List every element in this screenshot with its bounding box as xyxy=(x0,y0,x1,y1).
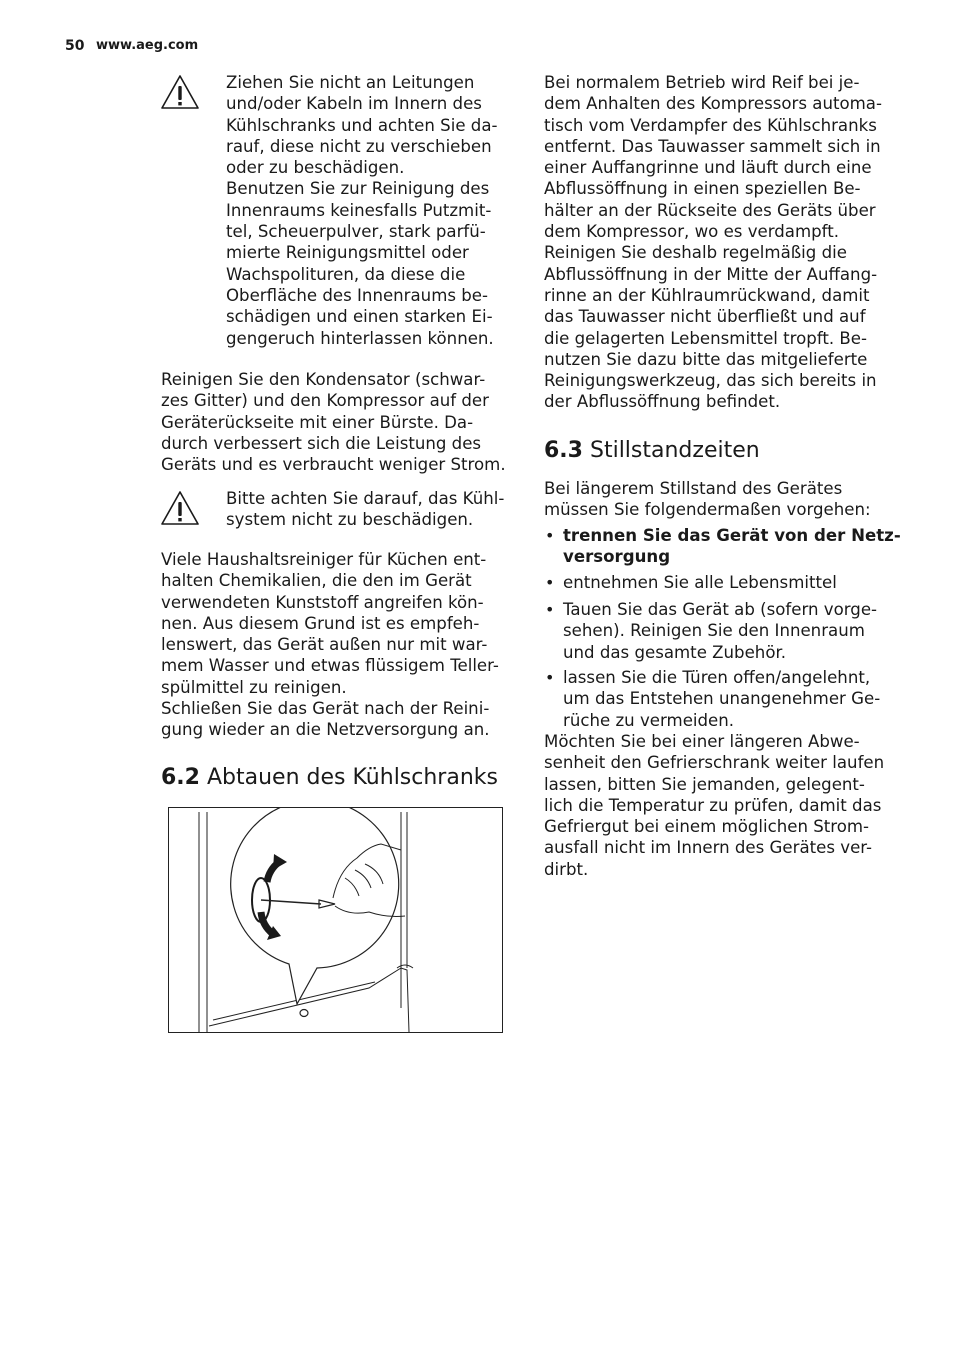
text-line: hälter an der Rückseite des Geräts über xyxy=(544,200,876,220)
text-line: und/oder Kabeln im Innern des xyxy=(226,94,482,114)
text-line: schädigen und einen starken Ei- xyxy=(226,307,493,327)
text-line: Abflussöffnung in der Mitte der Auffang- xyxy=(544,264,878,284)
text-line: dem Anhalten des Kompressors automa- xyxy=(544,94,882,114)
paragraph-condenser xyxy=(161,369,506,475)
bullet-icon: • xyxy=(545,668,555,687)
text-line: Reinigungswerkzeug, das sich bereits in xyxy=(544,371,877,391)
text-line: entnehmen Sie alle Lebensmittel xyxy=(563,573,837,592)
text-line: gengeruch hinterlassen können. xyxy=(226,328,494,348)
text-line: Oberfläche des Innenraums be- xyxy=(226,285,489,305)
text-line: Bei normalem Betrieb wird Reif bei je- xyxy=(544,73,860,92)
text-line: rinne an der Kühlraumrückwand, damit xyxy=(544,285,870,305)
text-line: rauf, diese nicht zu verschieben xyxy=(226,136,492,156)
warning-icon xyxy=(160,74,200,110)
text-line: mierte Reinigungsmittel oder xyxy=(226,243,469,263)
text-line: Tauen Sie das Gerät ab (sofern vorge- xyxy=(563,600,878,619)
text-line: Wachspolituren, da diese die xyxy=(226,264,466,284)
text-line: Geräts und es verbraucht weniger Strom. xyxy=(161,455,506,475)
text-line: gung wieder an die Netzversorgung an. xyxy=(161,720,490,740)
warning-text-cables xyxy=(226,72,498,349)
text-line: lassen, bitten Sie jemanden, gelegent- xyxy=(544,774,865,794)
text-line: versorgung xyxy=(563,547,671,567)
bullet-icon: • xyxy=(545,526,555,545)
list-item xyxy=(563,525,901,568)
text-line: trennen Sie das Gerät von der Netz- xyxy=(563,526,901,545)
text-line: Reinigen Sie deshalb regelmäßig die xyxy=(544,243,847,263)
text-line: müssen Sie folgendermaßen vorgehen: xyxy=(544,500,871,520)
text-line: die gelagerten Lebensmittel tropft. Be- xyxy=(544,328,868,348)
list-item xyxy=(563,667,880,731)
header-url: www.aeg.com xyxy=(96,38,199,53)
text-line: dirbt. xyxy=(544,859,589,879)
text-line: oder zu beschädigen. xyxy=(226,158,405,178)
text-line: Abflussöffnung in einen speziellen Be- xyxy=(544,179,861,199)
section-heading-standstill xyxy=(544,437,760,465)
text-line: spülmittel zu reinigen. xyxy=(161,677,347,697)
defrost-illustration xyxy=(168,807,503,1033)
text-line: dem Kompressor, wo es verdampft. xyxy=(544,222,839,242)
text-line: durch verbessert sich die Leistung des xyxy=(161,433,482,453)
text-line: mem Wasser und etwas flüssigem Teller- xyxy=(161,656,499,676)
text-line: Möchten Sie bei einer längeren Abwe- xyxy=(544,732,860,751)
paragraph-cleaners xyxy=(161,549,499,741)
text-line: nutzen Sie dazu bitte das mitgelieferte xyxy=(544,349,868,369)
text-line: Gefriergut bei einem möglichen Strom- xyxy=(544,817,870,837)
warning-text-cooling-system xyxy=(226,488,504,531)
text-line: system nicht zu beschädigen. xyxy=(226,510,474,530)
text-line: um das Entstehen unangenehmer Ge- xyxy=(563,689,881,709)
defrost-drawing xyxy=(169,808,502,1032)
bullet-icon: • xyxy=(545,600,555,619)
text-line: entfernt. Das Tauwasser sammelt sich in xyxy=(544,136,881,156)
text-line: tisch vom Verdampfer des Kühlschranks xyxy=(544,115,877,135)
text-line: und das gesamte Zubehör. xyxy=(563,642,787,662)
section-title: Stillstandzeiten xyxy=(589,438,760,463)
text-line: Bei längerem Stillstand des Gerätes xyxy=(544,479,843,498)
text-line: verwendeten Kunststoff angreifen kön- xyxy=(161,592,484,612)
text-line: Bitte achten Sie darauf, das Kühl- xyxy=(226,489,505,508)
page-number: 50 xyxy=(65,38,85,54)
text-line: das Tauwasser nicht überfließt und auf xyxy=(544,307,866,327)
text-line: Innenraums keinesfalls Putzmit- xyxy=(226,200,492,220)
text-line: Kühlschranks und achten Sie da- xyxy=(226,115,498,135)
text-line: ausfall nicht im Innern des Gerätes ver- xyxy=(544,838,873,858)
section-number: 6.3 xyxy=(544,438,583,463)
text-line: lich die Temperatur zu prüfen, damit das xyxy=(544,795,882,815)
text-line: rüche zu vermeiden. xyxy=(563,710,735,730)
text-line: lenswert, das Gerät außen nur mit war- xyxy=(161,635,488,655)
bullet-icon: • xyxy=(545,573,555,592)
text-line: Viele Haushaltsreiniger für Küchen ent- xyxy=(161,550,487,569)
paragraph-normal-operation xyxy=(544,72,882,413)
text-line: nen. Aus diesem Grund ist es empfeh- xyxy=(161,613,480,633)
text-line: zes Gitter) und den Kompressor auf der xyxy=(161,391,489,411)
text-line: Reinigen Sie den Kondensator (schwar- xyxy=(161,370,486,389)
section-title: Abtauen des Kühlschranks xyxy=(206,765,498,790)
text-line: Schließen Sie das Gerät nach der Reini- xyxy=(161,699,490,719)
text-line: sehen). Reinigen Sie den Innenraum xyxy=(563,621,865,641)
paragraph-intro xyxy=(544,478,871,521)
text-line: lassen Sie die Türen offen/angelehnt, xyxy=(563,668,871,687)
text-line: senheit den Gefrierschrank weiter laufen xyxy=(544,753,885,773)
section-heading-defrost xyxy=(161,764,498,792)
text-line: tel, Scheuerpulver, stark parfü- xyxy=(226,222,486,242)
warning-icon xyxy=(160,490,200,526)
paragraph-absence xyxy=(544,731,884,880)
text-line: Geräterückseite mit einer Bürste. Da- xyxy=(161,412,474,432)
list-item xyxy=(563,572,837,593)
text-line: Ziehen Sie nicht an Leitungen xyxy=(226,73,475,92)
text-line: Benutzen Sie zur Reinigung des xyxy=(226,179,490,199)
text-line: halten Chemikalien, die den im Gerät xyxy=(161,571,472,591)
list-item xyxy=(563,599,877,663)
text-line: der Abflussöffnung befindet. xyxy=(544,392,781,412)
section-number: 6.2 xyxy=(161,765,200,790)
text-line: einer Auffangrinne und läuft durch eine xyxy=(544,158,872,178)
